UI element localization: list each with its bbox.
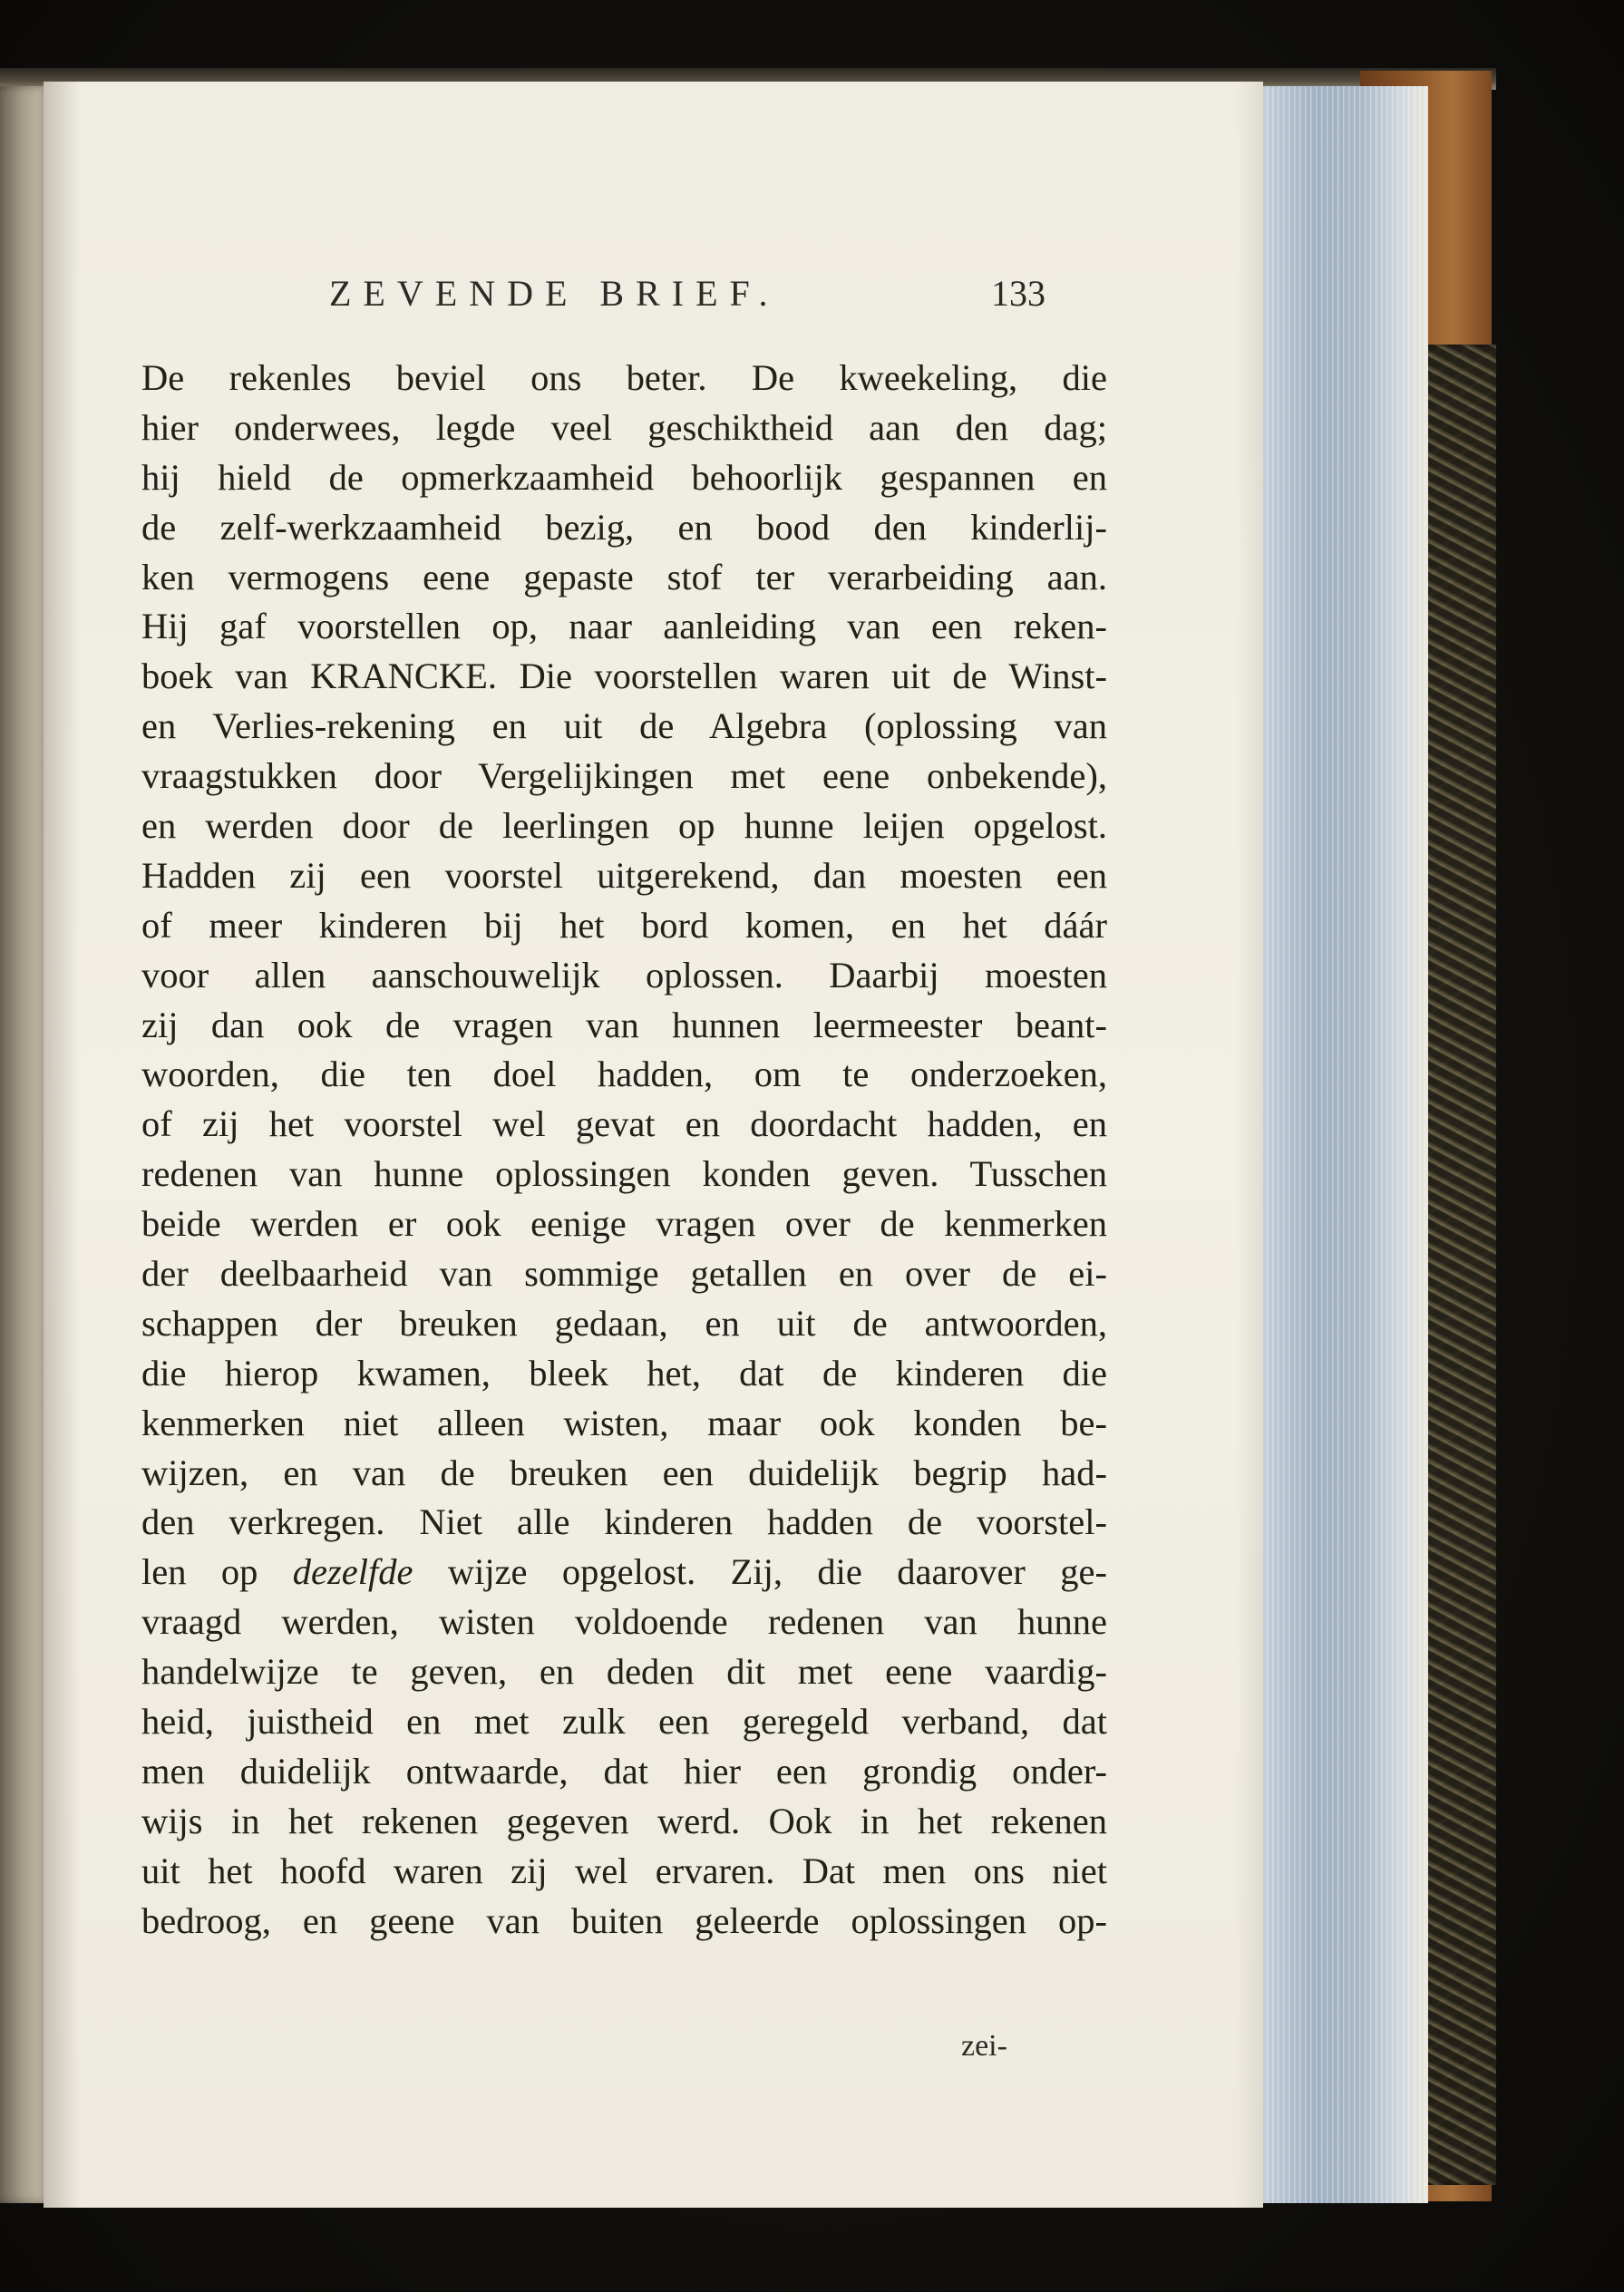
text-line: woorden, die ten doel hadden, om te onderzoeken, <box>141 1054 1107 1095</box>
page-block-edges <box>1256 86 1428 2203</box>
text-line: uit het hoofd waren zij wel ervaren. Dat men ons niet <box>141 1850 1107 1891</box>
text-line: de zelf-werkzaamheid bezig, en bood den kinderlij- <box>141 506 1107 548</box>
text-line: hier onderwees, legde veel geschiktheid aan den dag; <box>141 406 1107 448</box>
text-line: Hadden zij een voorstel uitgerekend, dan moesten een <box>141 854 1107 896</box>
text-line: hij hield de opmerkzaamheid behoorlijk gespannen en <box>141 456 1107 498</box>
text-line: De rekenles beviel ons beter. De kweekeling, die <box>141 357 1107 398</box>
page-number: 133 <box>991 273 1045 314</box>
text-line: wijs in het rekenen gegeven werd. Ook in het rekenen <box>141 1800 1107 1841</box>
marbled-endpaper <box>1419 345 1496 2185</box>
previous-page-edge <box>0 86 50 2203</box>
book-page <box>44 82 1263 2208</box>
text-line: vraagstukken door Vergelijkingen met eene onbekende), <box>141 755 1107 797</box>
text-line: en Verlies-rekening en uit de Algebra (oplossing van <box>141 705 1107 747</box>
text-line: of meer kinderen bij het bord komen, en het dáár <box>141 904 1107 946</box>
text-line: voor allen aanschouwelijk oplossen. Daarbij moesten <box>141 954 1107 995</box>
text-line: len op dezelfde wijze opgelost. Zij, die daarover ge- <box>141 1551 1108 1593</box>
body-text <box>141 354 1107 1947</box>
text-line: beide werden er ook eenige vragen over de kenmerken <box>141 1203 1107 1245</box>
text-line: heid, juistheid en met zulk een geregeld verband, dat <box>141 1701 1107 1743</box>
text-line: wijzen, en van de breuken een duidelijk begrip had- <box>141 1452 1107 1493</box>
italic-word: dezelfde <box>292 1551 413 1593</box>
catchword: zei- <box>961 2029 1007 2063</box>
text-line: der deelbaarheid van sommige getallen en over de ei- <box>141 1253 1107 1295</box>
text-line: ken vermogens eene gepaste stof ter verarbeiding aan. <box>141 556 1107 597</box>
text-line: bedroog, en geene van buiten geleerde oplossingen op- <box>141 1899 1107 1941</box>
text-line: den verkregen. Niet alle kinderen hadden de voorstel- <box>141 1501 1107 1543</box>
text-line: schappen der breuken gedaan, en uit de antwoorden, <box>141 1302 1107 1344</box>
text-line: en werden door de leerlingen op hunne leijen opgelost. <box>141 805 1107 847</box>
text-line: kenmerken niet alleen wisten, maar ook konden be- <box>141 1402 1107 1443</box>
text-line: vraagd werden, wisten voldoende redenen van hunne <box>141 1601 1107 1643</box>
running-head <box>44 272 1263 326</box>
text-line: Hij gaf voorstellen op, naar aanleiding van een reken- <box>141 606 1107 647</box>
text-line: boek van KRANCKE. Die voorstellen waren uit de Winst- <box>141 656 1107 697</box>
text-line: handelwijze te geven, en deden dit met eene vaardig- <box>141 1651 1107 1693</box>
text-line: men duidelijk ontwaarde, dat hier een grondig onder- <box>141 1750 1107 1792</box>
text-line: die hierop kwamen, bleek het, dat de kinderen die <box>141 1352 1107 1394</box>
text-line: redenen van hunne oplossingen konden geven. Tusschen <box>141 1153 1107 1195</box>
text-line: zij dan ook de vragen van hunnen leermeester beant- <box>141 1004 1107 1045</box>
running-head-title: ZEVENDE BRIEF. <box>329 273 780 314</box>
text-line: of zij het voorstel wel gevat en doordacht hadden, en <box>141 1103 1107 1145</box>
